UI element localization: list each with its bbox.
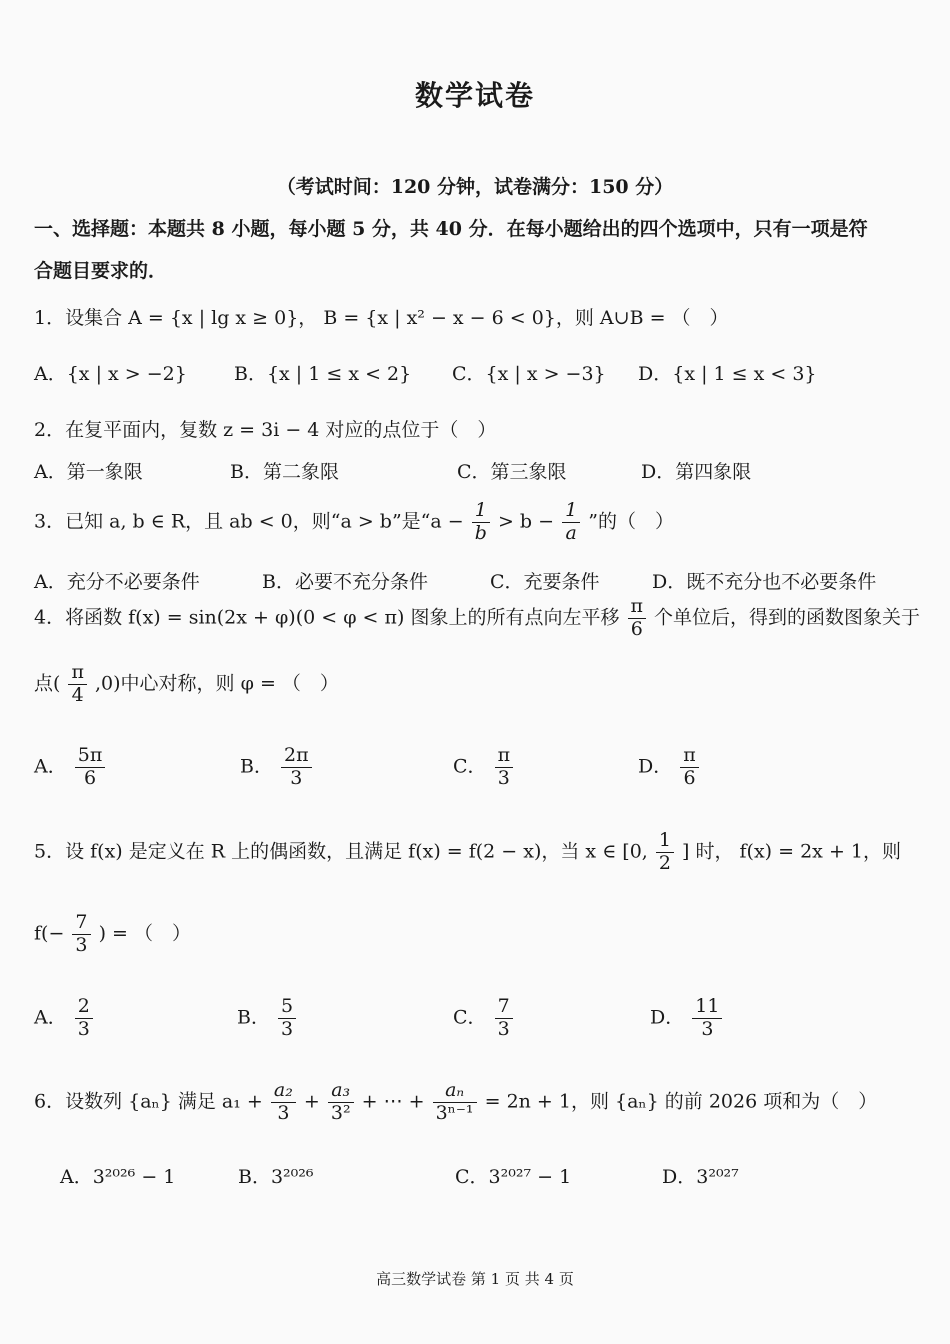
question-4-stem-line2 [34,662,339,707]
question-3-option-c: C．充要条件 [490,571,600,593]
question-3-option-d: D．既不充分也不必要条件 [652,571,877,593]
question-6-stem-pre: 6．设数列 {aₙ} 满足 a₁ + [34,1090,263,1113]
question-5-stem-line1 [34,830,901,875]
question-6-option-a: A．3²⁰²⁶ − 1 [60,1166,176,1188]
question-3-stem [34,500,674,545]
question-6-stem: 6．设数列 {aₙ} 满足 a₁ + $\frac{\text{a₂}}{3}$ + $\frac{\text{a₃}}{\text{3²}}$ + ⋯ + $\frac{\text{aₙ}}{\text{3ⁿ⁻¹}}$ = 2n + 1，则 {aₙ} 的前 2026 项和为（ ） [34,1079,878,1124]
question-1-option-d: D．{x | 1 ≤ x < 3} [638,363,817,385]
question-6-fraction-2: $\frac{\text{a₃}}{\text{3²}}$ [328,1080,354,1125]
question-5-stem-line2 [34,912,191,957]
question-6-option-c: C．3²⁰²⁷ − 1 [455,1166,572,1188]
question-4-stem-pre: 4．将函数 f(x) = sin(2x + φ)(0 < φ < π) 图象上的所有点向左平移 [34,606,620,629]
question-4-stem-post: 个单位后，得到的函数图象关于 [654,606,921,629]
question-3-stem-pre: 3．已知 a, b ∈ R，且 ab < 0，则“a > b”是“a − [34,510,464,533]
question-4-line2-pre: 点( [34,672,61,695]
question-1-option-b: B．{x | 1 ≤ x < 2} [234,363,412,385]
question-3-fraction-1: $\frac{1}{b}$ [472,500,490,545]
question-5-line2-post: ) = （ ） [98,922,191,945]
question-2-option-c: C．第三象限 [457,461,567,483]
page-title: 数学试卷 [414,79,535,112]
question-4-option-a: A． $\frac{5\pi}{6}$ [34,745,107,790]
question-6-option-b: B．3²⁰²⁶ [238,1166,314,1188]
question-5-option-b: B． $\frac{5}{3}$ [237,996,298,1041]
question-5-line2-fraction: $\frac{7}{3}$ [72,912,90,957]
question-6-fraction-3: $\frac{\text{aₙ}}{\text{3ⁿ⁻¹}}$ [433,1080,477,1125]
question-2-option-d: D．第四象限 [641,461,752,483]
question-5-stem-pre: 5．设 f(x) 是定义在 R 上的偶函数，且满足 f(x) = f(2 − x)，当 x ∈ [0, [34,840,648,863]
section-heading-line1: 一、选择题：本题共 8 小题，每小题 5 分，共 40 分．在每小题给出的四个选项中，只有一项是符 [34,218,868,240]
question-2-option-a: A．第一象限 [34,461,143,483]
question-1-option-c: C．{x | x > −3} [452,363,606,385]
question-5-fraction: $\frac{1}{2}$ [656,830,674,875]
question-3-stem-mid: > b − [497,510,555,533]
question-4-fraction: $\frac{\pi}{6}$ [628,596,647,641]
question-3-stem-post: ”的（ ） [588,510,674,533]
question-5-option-d: D． $\frac{11}{3}$ [650,996,724,1041]
page-footer: 高三数学试卷 第 1 页 共 4 页 [376,1270,574,1288]
question-3-fraction-2: $\frac{1}{a}$ [562,500,580,545]
question-2-option-b: B．第二象限 [230,461,339,483]
question-3-option-b: B．必要不充分条件 [262,571,428,593]
section-heading-line2: 合题目要求的． [34,260,168,282]
question-4-option-c: C． $\frac{\pi}{3}$ [453,745,515,790]
question-6-fraction-1: $\frac{\text{a₂}}{3}$ [271,1080,296,1125]
question-4-stem-line1 [34,596,920,641]
question-4-line2-fraction: $\frac{\pi}{4}$ [68,662,87,707]
question-1-stem: 1．设集合 A = {x | lg x ≥ 0}， B = {x | x² − x − 6 < 0}，则 A∪B = （ ） [34,307,729,329]
question-5-option-c: C． $\frac{7}{3}$ [453,996,515,1041]
question-6-stem-post: = 2n + 1，则 {aₙ} 的前 2026 项和为（ ） [484,1090,878,1113]
question-5-line2-pre: f(− [34,922,65,945]
question-1-option-a: A．{x | x > −2} [34,363,187,385]
question-6-stem-mid: + ⋯ + [361,1090,425,1113]
question-6-option-d: D．3²⁰²⁷ [662,1166,739,1188]
question-5-stem-post: ] 时， f(x) = 2x + 1，则 [682,840,901,863]
question-4-option-b: B． $\frac{2\pi}{3}$ [240,745,314,790]
question-2-stem: 2．在复平面内，复数 z = 3i − 4 对应的点位于（ ） [34,419,497,441]
exam-info: （考试时间：120 分钟，试卷满分：150 分） [276,176,674,198]
question-3-option-a: A．充分不必要条件 [34,571,200,593]
question-4-line2-post: ,0)中心对称，则 φ = （ ） [95,672,339,695]
question-4-option-d: D． $\frac{\pi}{6}$ [638,745,701,790]
question-5-option-a: A． $\frac{2}{3}$ [34,996,95,1041]
